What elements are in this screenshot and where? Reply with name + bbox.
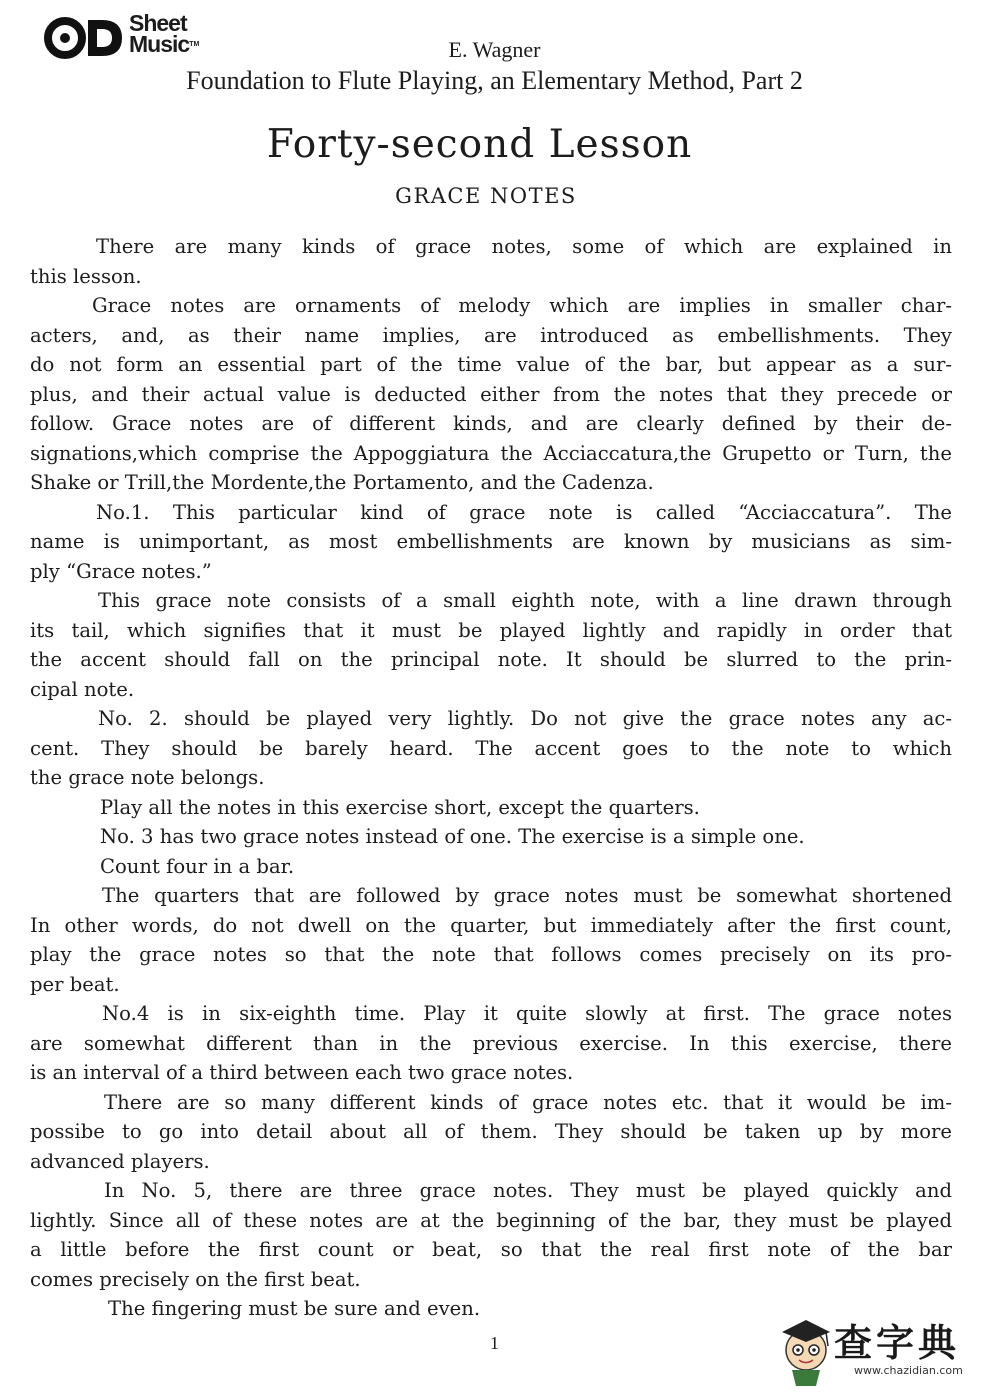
text-line: cipal note. (30, 677, 135, 701)
text-line: plus, and their actual value is deducted either from the notes that they precede or (30, 382, 952, 406)
text-line: is an interval of a third between each two grace notes. (30, 1061, 574, 1084)
logo-word-music-text: Music (129, 31, 190, 57)
page-number: 1 (490, 1333, 499, 1353)
watermark-chars: 查字典 (834, 1321, 961, 1365)
text-line: the grace note belongs. (30, 766, 265, 789)
text-line: lightly. Since all of these notes are at the beginning of the bar, they must be played (30, 1208, 952, 1232)
text-line: This grace note consists of a small eighth note, with a line drawn through (98, 589, 952, 612)
text-line: Count four in a bar. (100, 854, 295, 878)
text-line: play the grace notes so that the note that follows comes precisely on its pro- (30, 943, 952, 966)
text-line: do not form an essential part of the time value of the bar, but appear as a sur- (30, 353, 952, 376)
text-line: the accent should fall on the principal note. It should be slurred to the prin- (30, 648, 952, 671)
text-line: No.1. This particular kind of grace note is called “Acciaccatura”. The (96, 500, 952, 524)
text-line: name is unimportant, as most embellishments are known by musicians as sim- (30, 530, 952, 553)
text-line: There are so many different kinds of grace notes etc. that it would be im- (104, 1090, 952, 1114)
text-line: per beat. (30, 972, 120, 996)
watermark (778, 1306, 978, 1388)
text-line: No.4 is in six-eighth time. Play it quite slowly at first. The grace notes (102, 1002, 952, 1025)
trademark-mark: TM (189, 41, 200, 48)
text-line: Shake or Trill,the Mordente,the Portamento, and the Cadenza. (30, 471, 654, 494)
text-line: signations,which comprise the Appoggiatura the Acciaccatura,the Grupetto or Turn, the (30, 441, 952, 465)
text-line: comes precisely on the first beat. (30, 1267, 361, 1291)
text-line: Play all the notes in this exercise short, except the quarters. (100, 795, 700, 819)
text-line: possibe to go into detail about all of them. They should be taken up by more (30, 1120, 952, 1143)
logo-word-sheet: Sheet (129, 10, 187, 36)
text-line: No. 3 has two grace notes instead of one. The exercise is a simple one. (100, 825, 805, 848)
lesson-subtitle: GRACE NOTES (395, 184, 577, 208)
text-line: its tail, which signifies that it must be played lightly and rapidly in order that (30, 618, 952, 642)
text-line: The fingering must be sure and even. (108, 1297, 481, 1320)
text-line: cent. They should be barely heard. The accent goes to the note to which (30, 736, 952, 760)
text-line: In other words, do not dwell on the quarter, but immediately after the first count, (30, 913, 952, 937)
text-line: In No. 5, there are three grace notes. They must be played quickly and (104, 1179, 952, 1202)
text-line: this lesson. (30, 264, 142, 288)
text-line: follow. Grace notes are of different kinds, and are clearly defined by their de- (30, 412, 952, 435)
text-line: are somewhat different than in the previous exercise. In this exercise, there (30, 1031, 952, 1055)
author-name: E. Wagner (448, 37, 541, 62)
watermark-url: www.chazidian.com (854, 1364, 963, 1377)
text-line: No. 2. should be played very lightly. Do not give the grace notes any ac- (98, 707, 952, 730)
text-line: Grace notes are ornaments of melody which are implies in smaller char- (92, 294, 952, 317)
text-line: ply “Grace notes.” (30, 559, 212, 583)
text-line: acters, and, as their name implies, are introduced as embellishments. They (30, 323, 952, 347)
text-line: a little before the first count or beat, so that the real first note of the bar (30, 1238, 952, 1261)
text-line: The quarters that are followed by grace notes must be somewhat shortened (102, 884, 952, 907)
lesson-body (30, 232, 952, 1324)
text-line: advanced players. (30, 1149, 210, 1173)
lesson-title: Forty-second Lesson (266, 122, 693, 167)
text-line: There are many kinds of grace notes, some of which are explained in (96, 235, 952, 258)
book-title: Foundation to Flute Playing, an Elementary Method, Part 2 (186, 66, 803, 95)
